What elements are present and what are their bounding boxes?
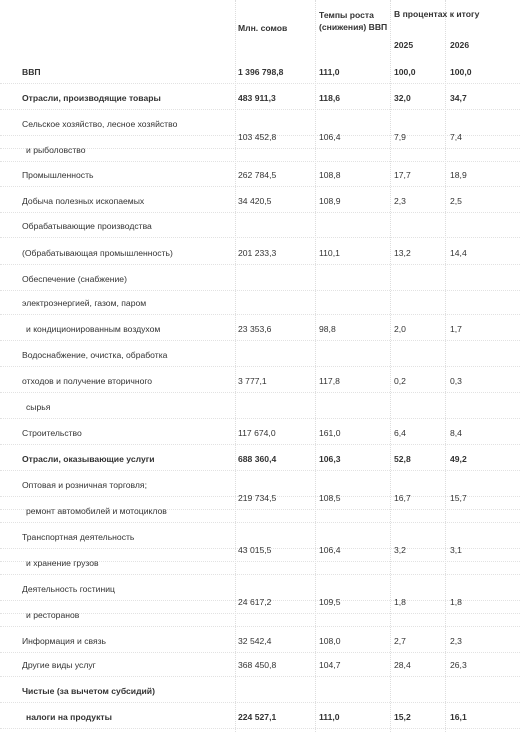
cell-share-2025: 6,4	[394, 428, 406, 438]
row-divider	[0, 83, 520, 84]
cell-share-2026: 26,3	[450, 660, 467, 670]
cell-mln-somov: 483 911,3	[238, 93, 276, 103]
cell-share-2026: 7,4	[450, 132, 462, 142]
cell-growth-rate: 104,7	[319, 660, 341, 670]
row-label: Оптовая и розничная торговля;	[22, 480, 147, 490]
cell-share-2025: 1,8	[394, 597, 406, 607]
header-year-2025: 2025	[394, 40, 414, 50]
row-label: ремонт автомобилей и мотоциклов	[26, 506, 167, 516]
cell-growth-rate: 106,4	[319, 132, 341, 142]
row-label: Промышленность	[22, 170, 94, 180]
cell-share-2026: 34,7	[450, 93, 467, 103]
row-divider	[0, 470, 520, 471]
cell-share-2026: 49,2	[450, 454, 467, 464]
row-label: и ресторанов	[26, 610, 80, 620]
row-label: Добыча полезных ископаемых	[22, 196, 145, 206]
row-label: Информация и связь	[22, 636, 107, 646]
header-growth-rate: Темпы роста (снижения) ВВП	[319, 10, 388, 32]
row-label: Строительство	[22, 428, 82, 438]
row-label: и хранение грузов	[26, 558, 99, 568]
row-label: электроэнергией, газом, паром	[22, 298, 147, 308]
row-label: сырья	[26, 402, 51, 412]
row-label: Другие виды услуг	[22, 660, 96, 670]
cell-share-2025: 7,9	[394, 132, 406, 142]
cell-growth-rate: 161,0	[319, 428, 341, 438]
row-label: Деятельность гостиниц	[22, 584, 115, 594]
row-divider	[0, 290, 520, 291]
cell-share-2025: 28,4	[394, 660, 411, 670]
cell-growth-rate: 106,3	[319, 454, 341, 464]
cell-share-2025: 15,2	[394, 712, 411, 722]
cell-share-2025: 3,2	[394, 545, 406, 555]
cell-mln-somov: 219 734,5	[238, 493, 277, 503]
row-divider	[0, 340, 520, 341]
cell-growth-rate: 109,5	[319, 597, 341, 607]
cell-growth-rate: 108,5	[319, 493, 341, 503]
cell-growth-rate: 110,1	[319, 248, 340, 258]
cell-share-2026: 16,1	[450, 712, 467, 722]
row-label: Отрасли, оказывающие услуги	[22, 454, 155, 464]
cell-growth-rate: 108,8	[319, 170, 341, 180]
cell-share-2026: 18,9	[450, 170, 467, 180]
row-divider	[0, 237, 520, 238]
cell-mln-somov: 117 674,0	[238, 428, 276, 438]
cell-growth-rate: 106,4	[319, 545, 341, 555]
row-label: Обеспечение (снабжение)	[22, 274, 127, 284]
row-divider	[0, 574, 520, 575]
row-divider	[0, 418, 520, 419]
cell-share-2025: 0,2	[394, 376, 406, 386]
row-label: Сельское хозяйство, лесное хозяйство	[22, 119, 178, 129]
cell-growth-rate: 111,0	[319, 712, 340, 722]
row-divider	[0, 186, 520, 187]
cell-mln-somov: 201 233,3	[238, 248, 277, 258]
cell-share-2025: 100,0	[394, 67, 416, 77]
cell-growth-rate: 108,9	[319, 196, 341, 206]
row-divider	[0, 212, 520, 213]
cell-share-2026: 14,4	[450, 248, 467, 258]
cell-share-2025: 52,8	[394, 454, 411, 464]
row-label: Чистые (за вычетом субсидий)	[22, 686, 155, 696]
cell-growth-rate: 108,0	[319, 636, 341, 646]
cell-share-2026: 8,4	[450, 428, 462, 438]
cell-mln-somov: 688 360,4	[238, 454, 277, 464]
cell-share-2026: 1,7	[450, 324, 462, 334]
row-divider	[0, 444, 520, 445]
cell-mln-somov: 34 420,5	[238, 196, 272, 206]
row-divider	[0, 161, 520, 162]
cell-mln-somov: 1 396 798,8	[238, 67, 284, 77]
header-percent-of-total: В процентах к итогу	[394, 9, 480, 19]
cell-share-2026: 1,8	[450, 597, 462, 607]
cell-growth-rate: 118,6	[319, 93, 341, 103]
row-label: отходов и получение вторичного	[22, 376, 153, 386]
cell-growth-rate: 98,8	[319, 324, 336, 334]
row-divider	[0, 652, 520, 653]
cell-share-2026: 2,5	[450, 196, 462, 206]
cell-mln-somov: 3 777,1	[238, 376, 267, 386]
cell-share-2025: 2,3	[394, 196, 406, 206]
cell-mln-somov: 23 353,6	[238, 324, 272, 334]
row-label: и рыболовство	[26, 145, 86, 155]
row-label: Обрабатывающие производства	[22, 221, 152, 231]
cell-mln-somov: 224 527,1	[238, 712, 277, 722]
row-divider	[0, 366, 520, 367]
cell-share-2025: 2,7	[394, 636, 406, 646]
cell-share-2026: 15,7	[450, 493, 467, 503]
row-divider	[0, 522, 520, 523]
cell-share-2026: 2,3	[450, 636, 462, 646]
cell-mln-somov: 368 450,8	[238, 660, 277, 670]
cell-share-2026: 100,0	[450, 67, 472, 77]
row-divider	[0, 109, 520, 110]
cell-mln-somov: 103 452,8	[238, 132, 277, 142]
row-divider	[0, 702, 520, 703]
header-year-2026: 2026	[450, 40, 470, 50]
cell-share-2025: 13,2	[394, 248, 411, 258]
row-divider	[0, 626, 520, 627]
cell-growth-rate: 111,0	[319, 67, 340, 77]
row-label: ВВП	[22, 67, 41, 77]
cell-mln-somov: 32 542,4	[238, 636, 272, 646]
row-label: Водоснабжение, очистка, обработка	[22, 350, 168, 360]
cell-share-2025: 17,7	[394, 170, 411, 180]
row-divider	[0, 676, 520, 677]
cell-share-2026: 0,3	[450, 376, 462, 386]
row-divider	[0, 728, 520, 729]
row-label: Отрасли, производящие товары	[22, 93, 161, 103]
row-label: (Обрабатывающая промышленность)	[22, 248, 173, 258]
row-divider	[0, 314, 520, 315]
cell-growth-rate: 117,8	[319, 376, 340, 386]
row-label: и кондиционированным воздухом	[26, 324, 161, 334]
cell-share-2025: 2,0	[394, 324, 406, 334]
cell-share-2026: 3,1	[450, 545, 462, 555]
row-divider	[0, 264, 520, 265]
cell-mln-somov: 43 015,5	[238, 545, 272, 555]
header-mln-somov: Млн. сомов	[238, 23, 288, 33]
cell-mln-somov: 262 784,5	[238, 170, 277, 180]
row-divider	[0, 392, 520, 393]
cell-mln-somov: 24 617,2	[238, 597, 272, 607]
row-label: Транспортная деятельность	[22, 532, 135, 542]
row-label: налоги на продукты	[26, 712, 112, 722]
cell-share-2025: 32,0	[394, 93, 411, 103]
cell-share-2025: 16,7	[394, 493, 411, 503]
